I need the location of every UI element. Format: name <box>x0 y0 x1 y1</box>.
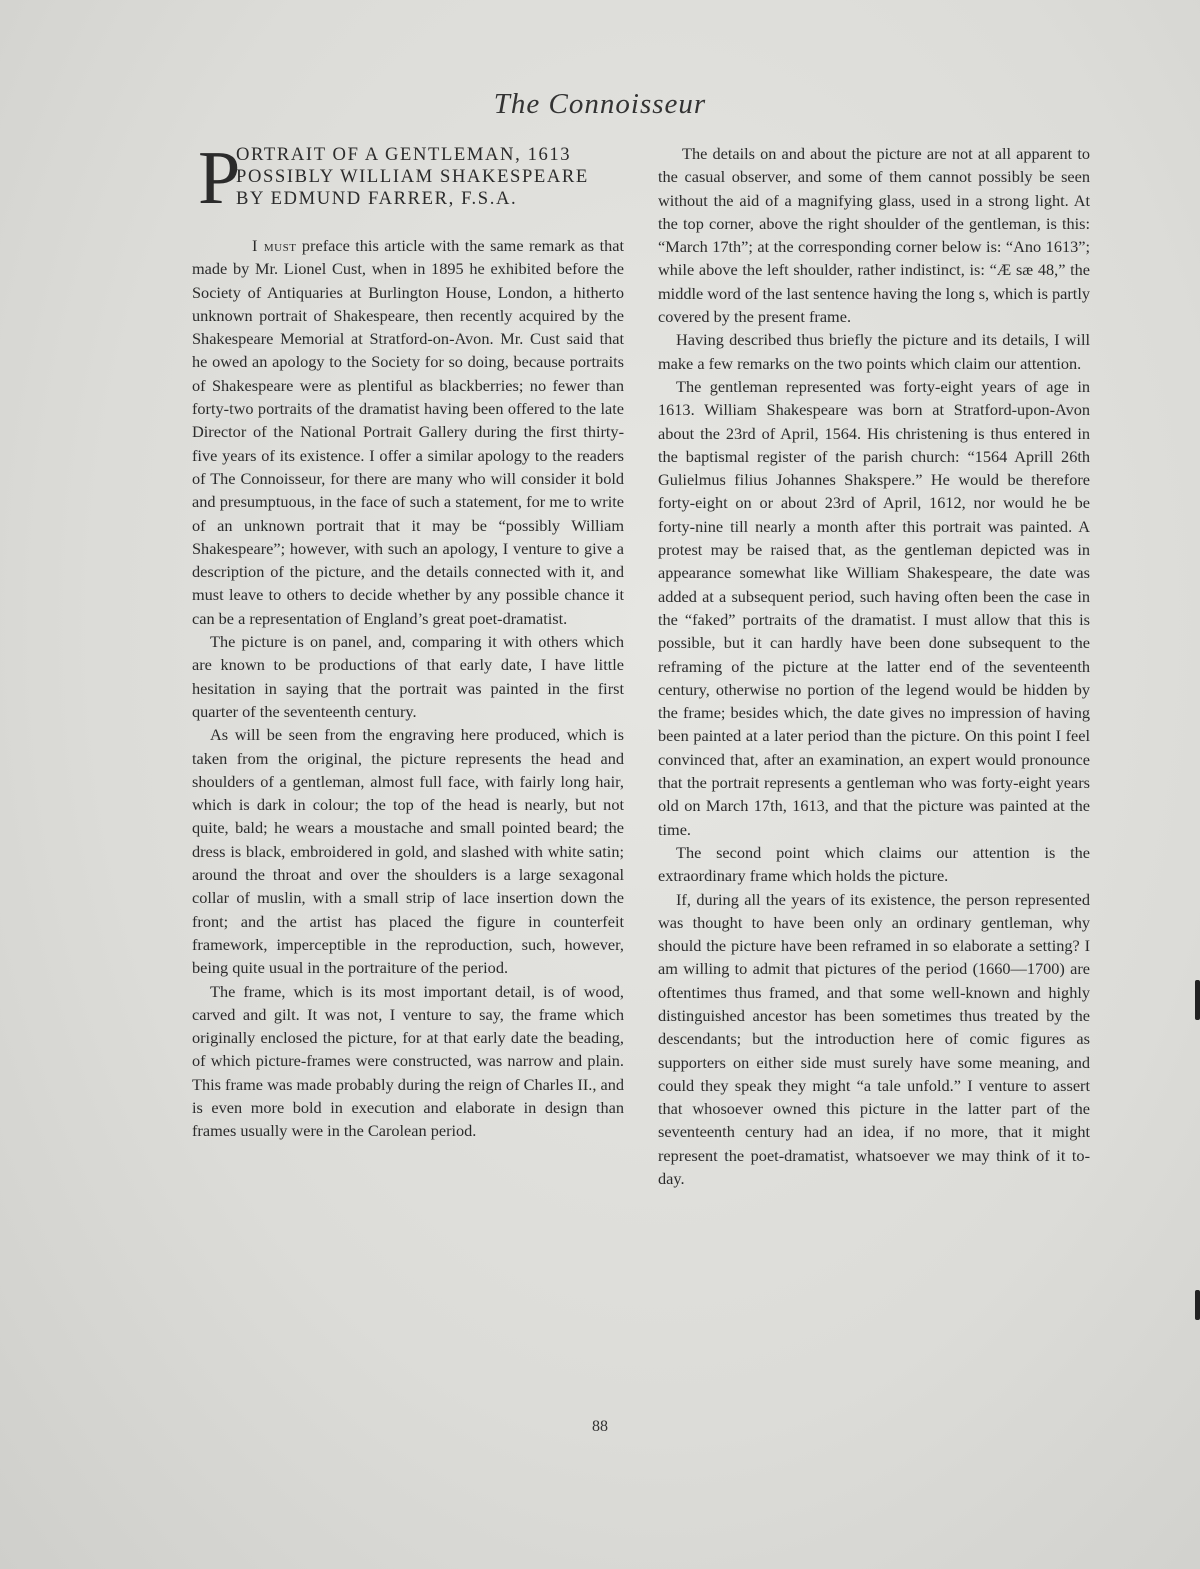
paragraph-text: preface this article with the same remark as that made by Mr. Lionel Cust, when in 1895 he exhibited before the Society of Antiquaries at Burlington House, London, a hitherto unknown portrait of Shakespeare, then recently acquired by the Shakespeare Memorial at Stratford-on-Avon. Mr. Cust said that he owed an apology to the Society for so doing, because portraits of Shakespeare were as plentiful as blackberries; no fewer than forty-two portraits of the dramatist having been offered to the late Director of the National Portrait Gallery during the first thirty-five years of its existence. I offer a similar apology to the readers of The Connoisseur, for there are many who will consider it bold and presumptuous, in the face of such a statement, for me to write of an unknown portrait that it may be “possibly William Shakespeare”; however, with such an apology, I venture to give a description of the picture, and the details connected with it, and must leave to others to decide whether by any possible chance it can be a representation of England’s great poet-dramatist. <box>192 236 624 628</box>
lead-word: I must <box>252 236 297 255</box>
paragraph: The picture is on panel, and, comparing it with others which are known to be productions of that early date, I have little hesitation in saying that the portrait was painted in the first quarter of the seventeenth century. <box>192 632 624 721</box>
paragraph: The gentleman represented was forty-eight years of age in 1613. William Shakespeare was born at Stratford-upon-Avon about the 23rd of April, 1564. His christening is thus entered in the baptismal register of the parish church: “1564 Aprill 26th Gulielmus filius Johannes Shakspere.” He would be therefore forty-eight on or about 23rd of April, 1612, nor would he be forty-nine till nearly a month after this portrait was painted. A protest may be raised that, as the gentleman depicted was in appearance somewhat like William Shakespeare, the date was added at a subsequent period, such having often been the case in the “faked” portraits of the dramatist. I must allow that this is possible, but it can hardly have been done subsequent to the reframing of the picture at the latter end of the seventeenth century, otherwise no portion of the legend would be hidden by the frame; besides which, the date gives no impression of having been painted at a later period than the picture. On this point I feel convinced that, after an examination, an expert would pronounce that the portrait represents a gentleman who was forty-eight years old on March 17th, 1613, and that the picture was painted at the time. <box>658 376 1090 839</box>
paragraph: If, during all the years of its existence, the person represented was thought to have been only an ordinary gentleman, why should the picture have been reframed in so elaborate a setting? I am willing to admit that pictures of the period (1660—1700) are oftentimes thus framed, and that some well-known and highly distinguished ancestor has been sometimes thus treated by the descendants; but the introduction here of comic figures as supporters on either side must surely have some meaning, and could they speak they might “a tale unfold.” I venture to assert that whosoever owned this picture in the latter part of the seventeenth century had an idea, if no more, that it might represent the poet-dramatist, whatsoever we may think of it to-day. <box>658 889 1090 1189</box>
page-number: 88 <box>592 1418 608 1435</box>
title-lines <box>236 144 628 210</box>
scan-edge-mark <box>1195 980 1200 1020</box>
paragraph: Having described thus briefly the picture and its details, I will make a few remarks on the two points which claim our attention. <box>658 330 1090 373</box>
title-line: ORTRAIT OF A GENTLEMAN, 1613 <box>236 144 572 165</box>
paragraph: The frame, which is its most important detail, is of wood, carved and gilt. It was not, I venture to say, the frame which originally enclosed the picture, for at that early date the beading, of which picture-frames were constructed, was narrow and plain. This frame was made probably during the reign of Charles II., and is even more bold in execution and elaborate in design than frames usually were in the Carolean period. <box>192 981 624 1141</box>
running-title: The Connoisseur <box>493 88 707 120</box>
right-column <box>658 142 1090 1190</box>
title-line: BY EDMUND FARRER, F.S.A. <box>236 188 518 209</box>
paragraph: The second point which claims our attention is the extraordinary frame which holds the picture. <box>658 842 1090 886</box>
article-title <box>192 136 624 220</box>
paragraph <box>192 234 624 630</box>
paragraph: The details on and about the picture are not at all apparent to the casual observer, and some of them cannot possibly be seen without the aid of a magnifying glass, used in a strong light. At the top corner, above the right shoulder of the gentleman, is this: “March 17th”; at the corresponding corner below is: “Ano 1613”; while above the left shoulder, rather indistinct, is: “Æ sæ 48,” the middle word of the last sentence having the long s, which is partly covered by the present frame. <box>658 144 1090 327</box>
drop-cap: P <box>198 136 241 220</box>
paragraph: As will be seen from the engraving here produced, which is taken from the original, the picture represents the head and shoulders of a gentleman, almost full face, with fairly long hair, which is dark in colour; the top of the head is nearly, but not quite, bald; he wears a moustache and small pointed beard; the dress is black, embroidered in gold, and slashed with white satin; around the throat and over the shoulders is a large sexagonal collar of muslin, with a small strip of lace insertion down the front; and the artist has placed the figure in counterfeit framework, imperceptible in the reproduction, such, however, being quite usual in the portraiture of the period. <box>192 725 624 978</box>
title-line: POSSIBLY WILLIAM SHAKESPEARE <box>236 166 589 187</box>
scan-edge-mark <box>1195 1290 1200 1320</box>
left-column <box>192 136 624 1143</box>
